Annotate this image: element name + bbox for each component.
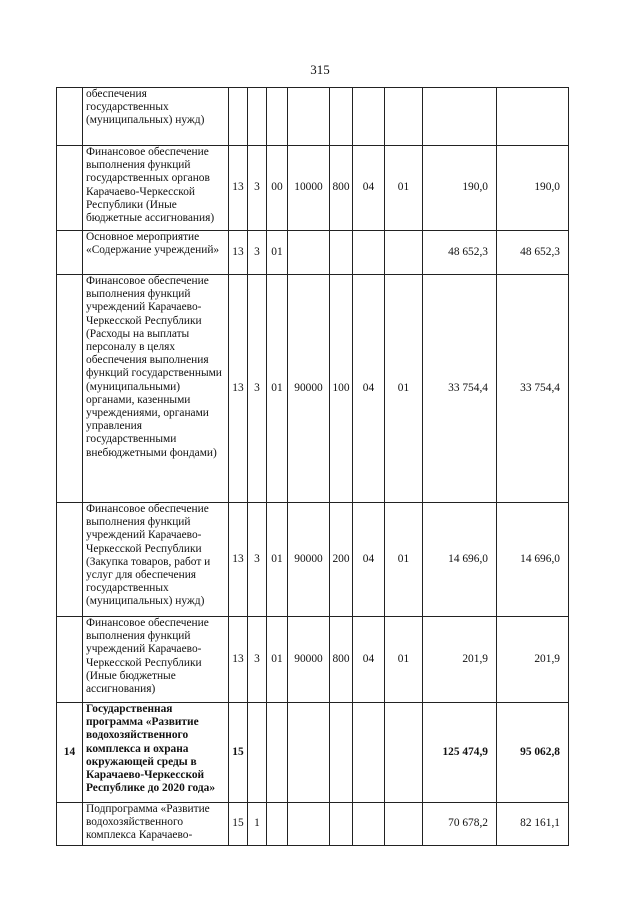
section-code bbox=[353, 703, 385, 803]
direction-code: 10000 bbox=[288, 146, 330, 231]
sum-year-2: 33 754,4 bbox=[497, 275, 569, 503]
subsection-code: 01 bbox=[385, 275, 423, 503]
subsection-code bbox=[385, 88, 423, 146]
row-number: 14 bbox=[57, 703, 83, 803]
table-row bbox=[57, 703, 569, 803]
activity-code: 01 bbox=[267, 275, 288, 503]
direction-code: 90000 bbox=[288, 503, 330, 617]
row-number bbox=[57, 88, 83, 146]
row-number bbox=[57, 803, 83, 846]
subsection-code: 01 bbox=[385, 146, 423, 231]
activity-code bbox=[267, 88, 288, 146]
row-name: Государственная программа «Развитие водохозяйственного комплекса и охрана окружающей среды в Карачаево-Черкесской Республике до 2020 года» bbox=[83, 703, 229, 803]
program-code bbox=[229, 88, 248, 146]
section-code: 04 bbox=[353, 275, 385, 503]
subprogram-code: 3 bbox=[248, 503, 267, 617]
expense-type-code bbox=[330, 231, 353, 275]
row-name: Финансовое обеспечение выполнения функций государственных органов Карачаево-Черкесской Республики (Иные бюджетные ассигнования) bbox=[83, 146, 229, 231]
budget-table bbox=[56, 87, 569, 846]
program-code: 13 bbox=[229, 275, 248, 503]
sum-year-1: 14 696,0 bbox=[423, 503, 497, 617]
program-code: 13 bbox=[229, 146, 248, 231]
subprogram-code: 3 bbox=[248, 146, 267, 231]
row-name: Основное мероприятие «Содержание учреждений» bbox=[83, 231, 229, 275]
sum-year-1: 70 678,2 bbox=[423, 803, 497, 846]
sum-year-1: 48 652,3 bbox=[423, 231, 497, 275]
direction-code bbox=[288, 703, 330, 803]
row-name: Финансовое обеспечение выполнения функций учреждений Карачаево-Черкесской Республики (Иные бюджетные ассигнования) bbox=[83, 617, 229, 703]
direction-code bbox=[288, 231, 330, 275]
subsection-code bbox=[385, 231, 423, 275]
subprogram-code bbox=[248, 88, 267, 146]
sum-year-2: 48 652,3 bbox=[497, 231, 569, 275]
expense-type-code bbox=[330, 703, 353, 803]
activity-code: 01 bbox=[267, 503, 288, 617]
activity-code bbox=[267, 803, 288, 846]
table-row bbox=[57, 503, 569, 617]
subsection-code bbox=[385, 703, 423, 803]
direction-code: 90000 bbox=[288, 275, 330, 503]
expense-type-code: 200 bbox=[330, 503, 353, 617]
section-code: 04 bbox=[353, 503, 385, 617]
subprogram-code: 3 bbox=[248, 617, 267, 703]
row-number bbox=[57, 617, 83, 703]
subsection-code: 01 bbox=[385, 503, 423, 617]
subsection-code bbox=[385, 803, 423, 846]
row-number bbox=[57, 146, 83, 231]
subsection-code: 01 bbox=[385, 617, 423, 703]
sum-year-1: 201,9 bbox=[423, 617, 497, 703]
table-row bbox=[57, 275, 569, 503]
section-code: 04 bbox=[353, 146, 385, 231]
direction-code: 90000 bbox=[288, 617, 330, 703]
direction-code bbox=[288, 803, 330, 846]
expense-type-code: 800 bbox=[330, 146, 353, 231]
row-name: Финансовое обеспечение выполнения функций учреждений Карачаево-Черкесской Республики (Расходы на выплаты персоналу в целях обеспечения выполнения функций государственными (муниципальными) органами, казенными учреждениями, органами управления государственными внебюджетными фондами) bbox=[83, 275, 229, 503]
subprogram-code: 1 bbox=[248, 803, 267, 846]
expense-type-code bbox=[330, 88, 353, 146]
row-name: Подпрограмма «Развитие водохозяйственного комплекса Карачаево- bbox=[83, 803, 229, 846]
sum-year-2 bbox=[497, 88, 569, 146]
activity-code: 01 bbox=[267, 231, 288, 275]
sum-year-2: 201,9 bbox=[497, 617, 569, 703]
row-name: Финансовое обеспечение выполнения функций учреждений Карачаево-Черкесской Республики (Закупка товаров, работ и услуг для обеспечения государственных (муниципальных) нужд) bbox=[83, 503, 229, 617]
expense-type-code: 800 bbox=[330, 617, 353, 703]
program-code: 13 bbox=[229, 503, 248, 617]
activity-code bbox=[267, 703, 288, 803]
row-number bbox=[57, 275, 83, 503]
row-name: обеспечения государственных (муниципальных) нужд) bbox=[83, 88, 229, 146]
sum-year-1: 125 474,9 bbox=[423, 703, 497, 803]
sum-year-2: 190,0 bbox=[497, 146, 569, 231]
activity-code: 01 bbox=[267, 617, 288, 703]
row-number bbox=[57, 231, 83, 275]
direction-code bbox=[288, 88, 330, 146]
expense-type-code bbox=[330, 803, 353, 846]
section-code bbox=[353, 88, 385, 146]
section-code bbox=[353, 803, 385, 846]
program-code: 13 bbox=[229, 617, 248, 703]
subprogram-code: 3 bbox=[248, 231, 267, 275]
table-row bbox=[57, 803, 569, 846]
table-row bbox=[57, 617, 569, 703]
sum-year-1: 33 754,4 bbox=[423, 275, 497, 503]
sum-year-1: 190,0 bbox=[423, 146, 497, 231]
section-code: 04 bbox=[353, 617, 385, 703]
page-number: 315 bbox=[310, 62, 330, 77]
subprogram-code bbox=[248, 703, 267, 803]
table-row bbox=[57, 231, 569, 275]
table-row bbox=[57, 88, 569, 146]
program-code: 15 bbox=[229, 703, 248, 803]
sum-year-1 bbox=[423, 88, 497, 146]
row-number bbox=[57, 503, 83, 617]
table-row bbox=[57, 146, 569, 231]
sum-year-2: 95 062,8 bbox=[497, 703, 569, 803]
sum-year-2: 82 161,1 bbox=[497, 803, 569, 846]
program-code: 13 bbox=[229, 231, 248, 275]
activity-code: 00 bbox=[267, 146, 288, 231]
section-code bbox=[353, 231, 385, 275]
expense-type-code: 100 bbox=[330, 275, 353, 503]
subprogram-code: 3 bbox=[248, 275, 267, 503]
program-code: 15 bbox=[229, 803, 248, 846]
sum-year-2: 14 696,0 bbox=[497, 503, 569, 617]
